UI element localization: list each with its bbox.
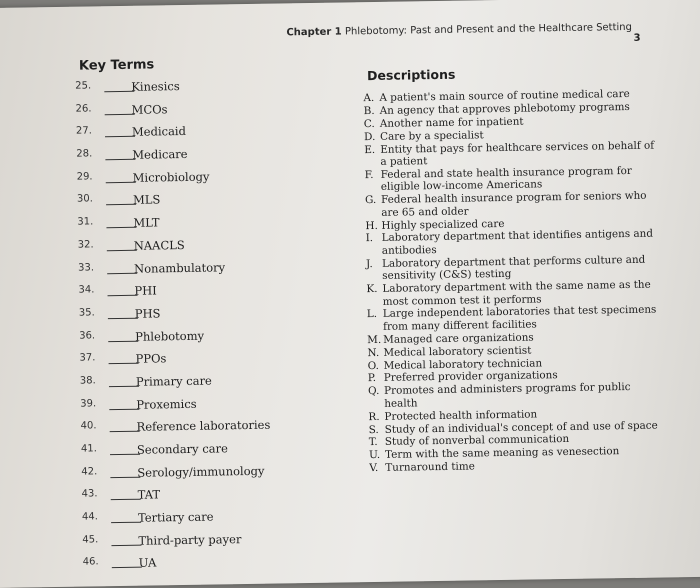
term-text: Microbiology	[132, 169, 210, 185]
key-terms-heading: Key Terms	[78, 57, 155, 74]
term-text: Medicaid	[131, 124, 187, 140]
term-number: 42.	[81, 466, 98, 478]
answer-blank[interactable]	[111, 522, 141, 523]
description-text: Large independent laboratories that test specimens from many different facilities	[382, 303, 657, 333]
description-item	[366, 228, 656, 257]
answer-blank[interactable]	[108, 340, 138, 341]
description-letter: C.	[363, 117, 375, 130]
term-text: PHI	[134, 283, 157, 298]
description-item	[367, 304, 657, 333]
answer-blank[interactable]	[105, 159, 135, 160]
description-text: Managed care organizations	[383, 331, 534, 346]
description-letter: G.	[364, 194, 377, 207]
answer-blank[interactable]	[106, 204, 136, 205]
answer-blank[interactable]	[108, 295, 138, 296]
description-text: Entity that pays for healthcare services on behalf of a patient	[380, 139, 655, 168]
term-text: UA	[138, 555, 157, 571]
description-item	[365, 165, 655, 194]
term-number: 32.	[77, 239, 94, 251]
chapter-title: Phlebotomy: Past and Present and the Healthcare Setting	[344, 21, 633, 38]
term-number: 39.	[80, 398, 97, 410]
answer-blank[interactable]	[110, 454, 140, 455]
description-letter: R.	[368, 410, 380, 423]
term-number: 33.	[78, 261, 95, 274]
description-item	[366, 279, 656, 308]
description-text: Federal and state health insurance program for eligible low-income Americans	[380, 164, 632, 194]
description-letter: O.	[367, 359, 379, 372]
description-text: Term with the same meaning as venesection	[384, 445, 620, 462]
descriptions-heading: Descriptions	[366, 66, 456, 84]
description-text: Another name for inpatient	[379, 115, 524, 130]
description-text: Study of an individual's concept of and use of space	[384, 419, 658, 436]
description-item	[368, 381, 658, 410]
answer-blank[interactable]	[108, 318, 138, 319]
description-letter: J.	[365, 257, 373, 270]
answer-blank[interactable]	[112, 567, 142, 568]
term-number: 27.	[75, 125, 92, 138]
description-text: A patient's main source of routine medical care	[379, 87, 630, 104]
description-letter: A.	[363, 91, 375, 105]
term-text: Nonambulatory	[133, 259, 226, 276]
term-number: 45.	[82, 534, 99, 546]
description-text: Turnaround time	[385, 460, 475, 475]
description-letter: D.	[363, 130, 376, 143]
key-term-row	[83, 553, 343, 580]
description-letter: L.	[366, 308, 378, 321]
description-letter: B.	[363, 104, 375, 118]
description-letter: U.	[368, 449, 381, 462]
description-letter: N.	[367, 346, 380, 359]
description-letter: E.	[364, 143, 376, 156]
term-number: 35.	[78, 307, 95, 319]
term-text: Serology/immunology	[137, 463, 265, 480]
description-text: Laboratory department that performs culture and sensitivity (C&S) testing	[381, 253, 646, 283]
term-text: PHS	[134, 306, 161, 321]
term-number: 36.	[79, 329, 96, 342]
description-item	[366, 253, 656, 282]
term-text: PPOs	[135, 351, 167, 367]
term-number: 34.	[78, 284, 95, 296]
term-text: Secondary care	[136, 441, 228, 457]
description-text: Laboratory department with the same name as the most common test it performs	[382, 278, 651, 308]
description-letter: S.	[368, 423, 379, 436]
key-terms-list	[75, 77, 343, 580]
answer-blank[interactable]	[109, 408, 139, 409]
answer-blank[interactable]	[111, 499, 141, 500]
description-letter: V.	[369, 462, 379, 475]
descriptions-list	[363, 88, 659, 476]
term-text: Primary care	[135, 373, 212, 389]
term-number: 29.	[76, 171, 93, 183]
running-header	[286, 22, 632, 38]
term-text: Proxemics	[136, 396, 197, 412]
term-text: Tertiary care	[137, 509, 214, 525]
description-text: Laboratory department that identifies antigens and antibodies	[381, 228, 654, 257]
description-text: Protected health information	[384, 408, 538, 423]
term-number: 44.	[81, 511, 98, 523]
answer-blank[interactable]	[111, 544, 141, 545]
term-number: 43.	[81, 488, 98, 500]
term-text: Phlebotomy	[135, 328, 205, 344]
term-text: Reference laboratories	[136, 417, 271, 435]
term-text: Third-party payer	[138, 531, 242, 548]
description-item	[365, 190, 655, 219]
term-number: 38.	[79, 375, 96, 387]
answer-blank[interactable]	[109, 363, 139, 364]
answer-blank[interactable]	[109, 386, 139, 387]
page-number: 3	[633, 32, 641, 44]
term-number: 25.	[75, 80, 92, 92]
answer-blank[interactable]	[107, 250, 137, 251]
answer-blank[interactable]	[104, 91, 134, 92]
chapter-label: Chapter 1	[286, 26, 342, 39]
term-text: MLT	[133, 215, 160, 230]
answer-blank[interactable]	[106, 227, 136, 228]
description-letter: P.	[367, 372, 377, 385]
description-text: Preferred provider organizations	[383, 369, 558, 385]
description-text: Promotes and administers programs for public health	[383, 381, 631, 410]
term-number: 31.	[77, 216, 94, 228]
description-text: Medical laboratory scientist	[383, 344, 532, 359]
answer-blank[interactable]	[110, 476, 140, 477]
description-letter: I.	[365, 232, 374, 245]
term-text: MCOs	[131, 101, 168, 117]
answer-blank[interactable]	[107, 272, 137, 273]
answer-blank[interactable]	[106, 181, 136, 182]
description-text: An agency that approves phlebotomy programs	[379, 100, 630, 117]
term-text: Kinesics	[131, 79, 180, 94]
description-letter: M.	[367, 333, 382, 346]
description-letter: H.	[365, 219, 378, 232]
description-letter: Q.	[367, 385, 380, 398]
term-text: Medicare	[132, 146, 188, 162]
description-text: Study of nonverbal communication	[384, 433, 570, 449]
term-number: 37.	[79, 352, 96, 364]
description-item	[364, 139, 654, 168]
description-text: Care by a specialist	[379, 128, 484, 143]
term-number: 30.	[76, 193, 94, 206]
description-letter: K.	[366, 283, 378, 296]
term-text: MLS	[132, 192, 161, 208]
term-number: 26.	[75, 103, 92, 115]
description-letter: F.	[364, 168, 374, 182]
description-text: Highly specialized care	[381, 217, 505, 232]
answer-blank[interactable]	[105, 113, 135, 114]
term-text: NAACLS	[133, 237, 185, 253]
description-letter: T.	[368, 436, 378, 449]
term-number: 46.	[82, 556, 99, 569]
description-text: Medical laboratory technician	[383, 356, 543, 372]
term-number: 40.	[80, 420, 97, 432]
term-number: 28.	[76, 148, 93, 160]
answer-blank[interactable]	[110, 431, 140, 432]
description-text: Federal health insurance program for seniors who are 65 and older	[380, 189, 647, 219]
term-number: 41.	[80, 443, 97, 455]
answer-blank[interactable]	[105, 136, 135, 137]
term-text: TAT	[137, 487, 161, 503]
